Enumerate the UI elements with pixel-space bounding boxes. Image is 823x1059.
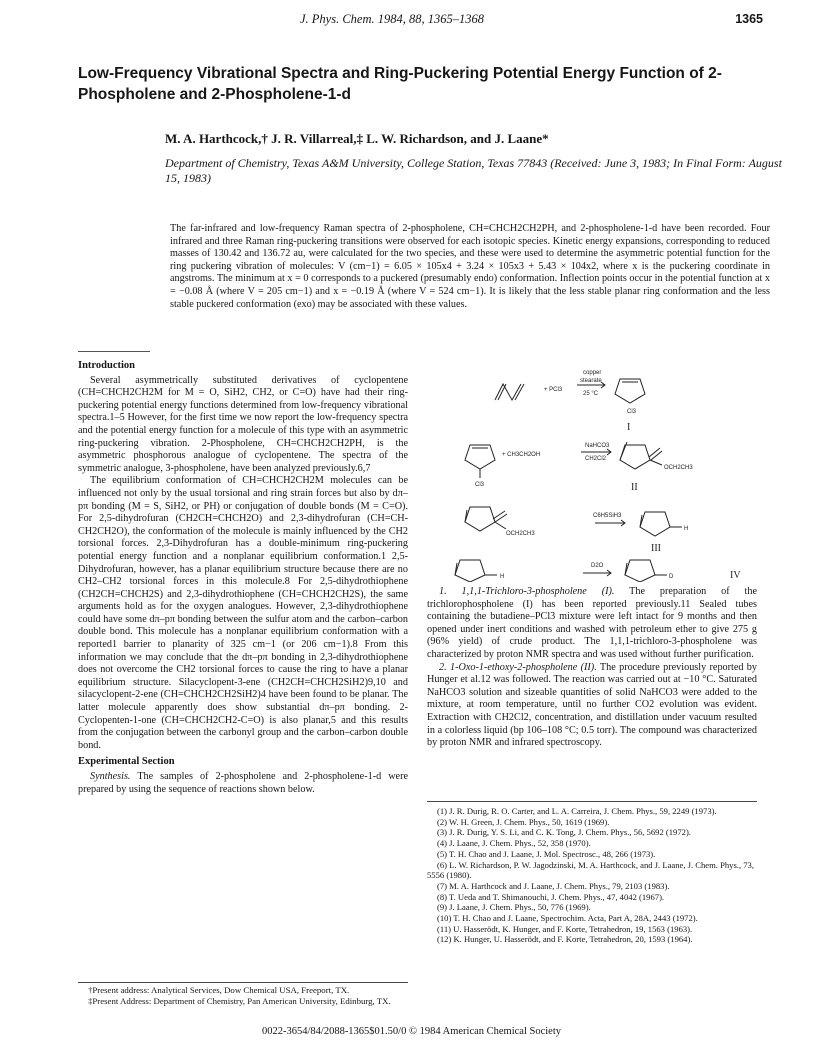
references-list [427, 801, 757, 945]
compound-label-III: III [651, 543, 661, 554]
r2-product-group: OCH2CH3 [664, 465, 693, 471]
reference-item: (8) T. Ueda and T. Shimanouchi, J. Chem. Phys., 47, 4042 (1967). [437, 891, 665, 902]
intro-paragraph-2: The equilibrium conformation of CH=CHCH2CH2M molecules can be influenced not only by the usual torsional and ring strain forces but also by dπ–pπ bonding (M = S, SiH2, or PH) or conjugation of double bonds (M = C=O). For 2,5-dihydrofuran (CH2CH=CHCH2O) and 2,3-dihydrofuran (CH=CH-CH2CH2O), the conformation of the molecule is mainly influenced by the CH2 torsional forces. 2,3-Dihydrofuran has a double-minimum ring-puckering potential energy function and a nonplanar equilibrium conformation.1 2,5-Dihydrofuran, however, has a planar equilibrium structure because there are no CH2–CH2 torsional forces in this molecule.8 For 2,5-dihydrothiophene (CH2CH=CHCH2S) and 2,3-dihydrothiophene (CH=CHCH2CH2S), the same arguments hold as for the oxygen analogues. However, 2,3-dihydrothiophene could have some dπ–pπ bonding between the sulfur atom and the carbon–carbon double bond. This molecule has a nonplanar equilibrium conformation with a reported1 barrier to planarity of 325 cm−1 (or 206 cm−1).8 From this information we may conclude that the dπ–pπ bonding in 2,3-dihydrothiophene does not overcome the CH2 torsional forces to cause the ring to have a planar equilibrium structure. Silacyclopent-3-ene (CH2CH=CHCH2SiH2)9,10 and silacyclopent-2-ene (CH=CHCH2CH2SiH2)4 have been found to be planar. The latter molecule apparently does show substantial dπ–pπ bonding. 2-Cyclopenten-1-one (CH=CHCH2CH2-C=O) is also planar,5 and this results from the conjugation between the carbonyl group and the carbon–carbon double bond. [78, 475, 408, 751]
r3-condition-top: C6H5SiH3 [593, 513, 622, 519]
abstract: The far-infrared and low-frequency Raman spectra of 2-phospholene, CH=CHCH2CH2PH, and 2-phospholene-1-d have been recorded. Four infrared and three Raman ring-puckering transitions were observed for each isotopic species. Kinetic energy expansions, corresponding to reduced masses of 130.42 and 136.72 au, were calculated for the two species, and these were used to determine the asymmetric potential function for the ring puckering vibration of molecules: V (cm−1) = 6.05 × 105x4 + 3.24 × 105x3 + 5.43 × 104x2, where x is the puckering coordinate in angstroms. The minimum at x = 0 corresponds to a puckered (presumably endo) conformation. Inflection points occur in the potential function at x = −0.08 Å (where V = 205 cm−1) and x = −0.19 Å (where V = 524 cm−1). It is likely that the less stable planar ring conformation and the less stable puckered conformation (exo) may be associated with these values. [170, 223, 770, 310]
experimental-heading: Experimental Section [78, 756, 175, 768]
reference-item: (7) M. A. Harthcock and J. Laane, J. Chem. Phys., 79, 2103 (1983). [437, 880, 670, 891]
running-header [0, 12, 823, 32]
article-title: Low-Frequency Vibrational Spectra and Ring-Puckering Potential Energy Function of 2-Phospholene and 2-Phospholene-1-d [78, 65, 722, 103]
phospholene-ring-I [615, 379, 645, 403]
phospholene-ring-IV [625, 560, 655, 582]
r1-substituent: Cl3 [627, 409, 637, 415]
affiliation: Department of Chemistry, Texas A&M University, College Station, Texas 77843 (Received: June 3, 1983; In Final Form: August 15, 1983) [165, 156, 782, 185]
reference-item: (3) J. R. Durig, Y. S. Li, and C. K. Tong, J. Chem. Phys., 56, 5692 (1972). [437, 827, 691, 838]
compound-label-II: II [631, 482, 638, 493]
compound-label-I: I [627, 422, 631, 433]
footnote-item: †Present address: Analytical Services, Dow Chemical USA, Freeport, TX. [88, 985, 350, 995]
r1-condition-bottom: 25 °C [583, 391, 599, 397]
step-2-label: 2. 1-Oxo-1-ethoxy-2-phospholene (II). [439, 661, 597, 673]
r2-substituent: Cl3 [475, 482, 485, 488]
reference-item: (2) W. H. Green, J. Chem. Phys., 50, 1619 (1969). [437, 816, 610, 827]
synthesis-scheme [440, 362, 770, 582]
intro-heading: Introduction [78, 360, 135, 371]
r4-product-group: D [669, 574, 674, 580]
phospholene-ring-r4-start [455, 560, 485, 582]
r1-condition-mid: stearate [580, 378, 602, 384]
intro-paragraph-1: Several asymmetrically substituted derivatives of cyclopentene (CH=CHCH2CH2M for M = O, SiH2, CH2, or C=O) have had their ring-puckering potential energy functions determined from low-frequency vibrational spectra.1–5 However, for the first time we now report the low-frequency spectra and the potential energy function for a molecule of this type with an asymmetric ring-puckering vibration. 2-Phospholene, CH=CHCH2CH2PH, is the asymmetric phosphorous analogue of cyclopentene. The spectra of the symmetric analogue, 3-phospholene, have been analyzed previously.6,7 [78, 374, 408, 474]
page-number: 1365 [735, 12, 763, 26]
r2-reagent: + CH3CH2OH [502, 452, 541, 458]
phospholene-ring-r3-start [465, 507, 495, 531]
abstract-divider [78, 351, 150, 352]
r1-reagent: + PCl3 [544, 387, 563, 393]
reference-item: (1) J. R. Durig, R. O. Carter, and L. A. Carreira, J. Chem. Phys., 59, 2249 (1973). [437, 806, 717, 816]
step-1-text: The preparation of the trichlorophospholene (I) has been reported previously.11 Sealed tubes containing the butadiene–PCl3 mixture were left intact for 9 months and then opened under inert conditions and washed with petroleum ether to give 275 g (96% yield) of crude product. The 1,1,1-trichloro-3-phospholene was characterized by proton NMR spectra and was used without further purification. [427, 586, 757, 660]
r4-start-group: H [500, 574, 505, 580]
r1-condition-top: copper [583, 370, 602, 376]
synthesis-paragraph [78, 771, 408, 796]
reference-item: (5) T. H. Chao and J. Laane, J. Mol. Spectrosc., 48, 266 (1973). [437, 848, 656, 859]
footnote-item: ‡Present Address: Department of Chemistry, Pan American University, Edinburg, TX. [88, 995, 391, 1006]
phospholene-ring-III [640, 512, 670, 536]
r2-condition-top: NaHCO3 [585, 443, 610, 449]
reference-item: (10) T. H. Chao and J. Laane, Spectrochim. Acta, Part A, 28A, 2443 (1972). [437, 913, 698, 924]
compound-label-IV: IV [730, 570, 741, 581]
r2-condition-bottom: CH2Cl2 [585, 456, 607, 462]
synthesis-step-1 [427, 586, 757, 662]
left-column [78, 360, 408, 796]
right-column [427, 586, 757, 750]
r3-start-group: OCH2CH3 [506, 531, 535, 537]
reference-item: (4) J. Laane, J. Chem. Phys., 52, 358 (1970). [437, 838, 591, 849]
synthesis-label: Synthesis. [90, 771, 131, 782]
step-1-label: 1. 1,1,1-Trichloro-3-phospholene (I). [439, 586, 615, 597]
reference-item: (12) K. Hunger, U. Hasserödt, and F. Korte, Tetrahedron, 20, 1593 (1964). [437, 934, 693, 945]
step-2-text: The procedure previously reported by Hunger et al.12 was followed. The reaction was carried out at −10 °C. Saturated NaHCO3 solution and sizeable quantities of solid NaHCO3 were added to the mixture, at room temperature, until no further CO2 evolution was evident. Extraction with CH2Cl2, concentration, and distillation under vacuum resulted in a colorless liquid (bp 106–108 °C; 0.5 torr). The compound was characterized by proton NMR and infrared spectroscopy. [427, 661, 757, 749]
journal-citation: J. Phys. Chem. 1984, 88, 1365–1368 [300, 12, 485, 26]
authors: M. A. Harthcock,† J. R. Villarreal,‡ L. W. Richardson, and J. Laane* [165, 131, 549, 146]
copyright-footer: 0022-3654/84/2088-1365$01.50/0 © 1984 American Chemical Society [261, 1026, 562, 1037]
reference-item: (11) U. Hasserödt, K. Hunger, and F. Korte, Tetrahedron, 19, 1563 (1963). [437, 923, 693, 934]
phospholene-ring-r2-start [465, 445, 495, 469]
r3-product-group: H [684, 526, 689, 532]
synthesis-step-2 [427, 662, 757, 750]
r4-condition-top: D2O [591, 563, 604, 569]
author-footnotes [78, 982, 408, 1006]
reference-item: (6) L. W. Richardson, P. W. Jagodzinski, M. A. Harthcock, and J. Laane, J. Chem. Phys., 73, 5556 (1980). [427, 859, 754, 881]
reference-item: (9) J. Laane, J. Chem. Phys., 50, 776 (1969). [437, 902, 591, 913]
synthesis-text: The samples of 2-phospholene and 2-phospholene-1-d were prepared by using the sequence of reactions shown below. [78, 771, 408, 795]
